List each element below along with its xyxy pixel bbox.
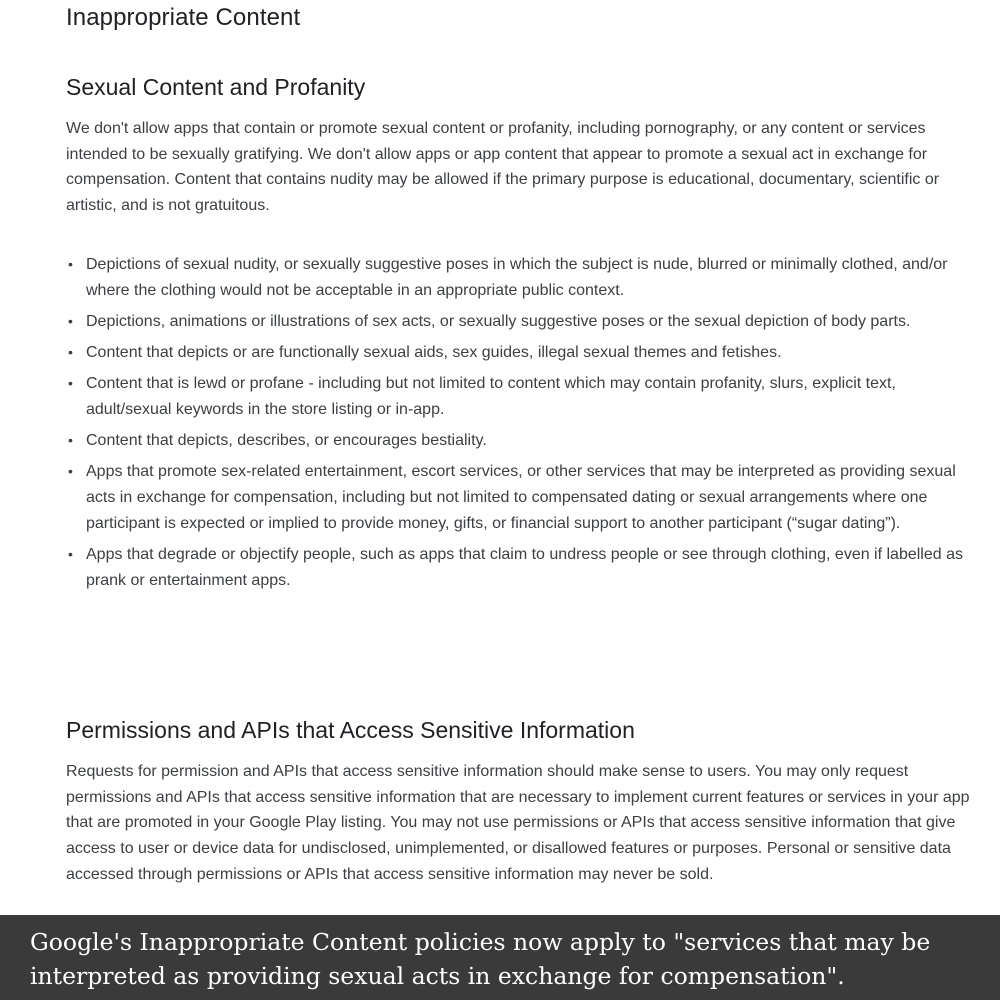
bullet-text: Content that depicts, describes, or encourages bestiality. [86, 432, 487, 450]
bullet-list [66, 252, 981, 593]
bullet-item [66, 428, 981, 454]
bullet-item [66, 252, 981, 303]
bullet-item [66, 309, 981, 335]
section-sexual-content [66, 72, 981, 599]
bullet-item [66, 371, 981, 422]
section-permissions [66, 715, 981, 888]
bullet-text: Apps that promote sex-related entertainment, escort services, or other services that may be interpreted as providing sexual acts in exchange for compensation, including but not limited to compensated dating or sexual arrangements where one participant is expected or implied to provide money, gifts, or financial support to another participant (“sugar dating”). [86, 463, 956, 532]
section-heading: Permissions and APIs that Access Sensitive Information [66, 717, 635, 743]
bullet-icon: • [68, 375, 73, 392]
bullet-icon: • [68, 343, 73, 360]
caption-banner [0, 915, 1000, 1000]
bullet-icon: • [68, 312, 73, 329]
caption-text: Google's Inappropriate Content policies now apply to "services that may be interpreted as providing sexual acts in exchange for compensation". [30, 928, 931, 990]
bullet-icon: • [68, 255, 73, 272]
bullet-text: Depictions of sexual nudity, or sexually suggestive poses in which the subject is nude, blurred or minimally clothed, and/or where the clothing would not be acceptable in an appropriate public context. [86, 255, 948, 299]
bullet-icon: • [68, 432, 73, 449]
section-heading: Sexual Content and Profanity [66, 74, 366, 100]
bullet-icon: • [68, 545, 73, 562]
bullet-text: Content that is lewd or profane - including but not limited to content which may contain profanity, slurs, explicit text, adult/sexual keywords in the store listing or in-app. [86, 375, 896, 418]
section-paragraph: We don't allow apps that contain or promote sexual content or profanity, including pornography, or any content or services intended to be sexually gratifying. We don't allow apps or app content that appear to promote a sexual act in exchange for compensation. Content that contains nudity may be allowed if the primary purpose is educational, documentary, scientific or artistic, and is not gratuitous. [66, 120, 940, 215]
bullet-text: Depictions, animations or illustrations of sex acts, or sexually suggestive poses or the sexual depiction of body parts. [86, 312, 911, 330]
page-title: Inappropriate Content [66, 4, 301, 31]
bullet-item [66, 340, 981, 366]
bullet-text: Apps that degrade or objectify people, such as apps that claim to undress people or see through clothing, even if labelled as prank or entertainment apps. [86, 545, 963, 589]
bullet-text: Content that depicts or are functionally sexual aids, sex guides, illegal sexual themes and fetishes. [86, 343, 782, 361]
bullet-item [66, 459, 981, 536]
bullet-icon: • [68, 463, 73, 480]
bullet-item [66, 542, 981, 593]
section-paragraph: Requests for permission and APIs that access sensitive information should make sense to users. You may only request permissions and APIs that access sensitive information that are necessary to implement current features or services in your app that are promoted in your Google Play listing. You may not use permissions or APIs that access sensitive information that give access to user or device data for undisclosed, unimplemented, or disallowed features or purposes. Personal or sensitive data accessed through permissions or APIs that access sensitive information may never be sold. [66, 763, 970, 883]
